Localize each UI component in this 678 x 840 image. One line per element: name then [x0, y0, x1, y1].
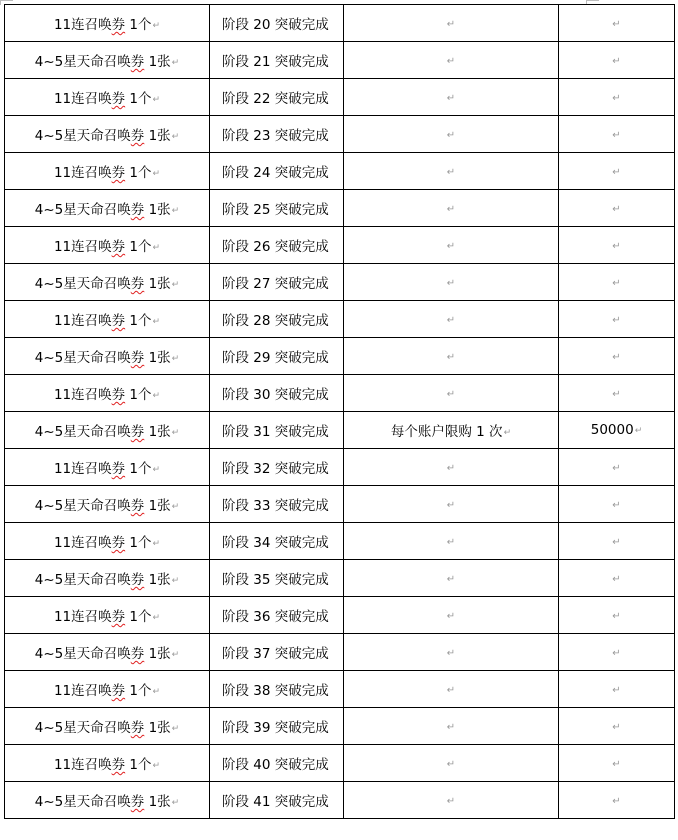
reward-text: 4~5星天命召唤券 1张 — [34, 646, 171, 662]
paragraph-mark-icon: ↵ — [446, 204, 456, 215]
stage-text: 阶段 38 突破完成 — [222, 683, 329, 699]
reward-text: 4~5星天命召唤券 1张 — [34, 572, 171, 588]
stage-cell[interactable] — [210, 338, 344, 375]
stage-text: 阶段 28 突破完成 — [222, 313, 329, 329]
purchase-limit-cell[interactable] — [344, 634, 559, 671]
reward-cell[interactable] — [5, 782, 210, 819]
spellcheck-underline: 券 — [130, 202, 145, 218]
stage-text: 阶段 32 突破完成 — [222, 461, 329, 477]
price-cell[interactable] — [559, 449, 675, 486]
stage-text: 阶段 36 突破完成 — [222, 609, 329, 625]
paragraph-mark-icon: ↵ — [152, 169, 161, 179]
paragraph-mark-icon: ↵ — [634, 426, 643, 436]
price-cell[interactable] — [559, 634, 675, 671]
reward-text: 11连召唤券 1个 — [53, 165, 152, 181]
table-row — [5, 5, 675, 42]
price-cell[interactable] — [559, 116, 675, 153]
paragraph-mark-icon: ↵ — [446, 796, 456, 807]
paragraph-mark-icon: ↵ — [446, 722, 456, 733]
paragraph-mark-icon: ↵ — [152, 465, 161, 475]
stage-cell[interactable] — [210, 227, 344, 264]
table-row — [5, 412, 675, 449]
spellcheck-underline: 券 — [130, 572, 145, 588]
stage-text: 阶段 30 突破完成 — [222, 387, 329, 403]
reward-cell[interactable] — [5, 412, 210, 449]
spellcheck-underline: 券 — [111, 313, 126, 329]
reward-text: 4~5星天命召唤券 1张 — [34, 128, 171, 144]
spellcheck-underline: 券 — [111, 757, 126, 773]
table-row — [5, 634, 675, 671]
reward-cell[interactable] — [5, 708, 210, 745]
reward-cell[interactable] — [5, 153, 210, 190]
reward-text: 11连召唤券 1个 — [53, 239, 152, 255]
paragraph-mark-icon: ↵ — [446, 352, 456, 363]
price-cell[interactable] — [559, 412, 675, 449]
stage-cell[interactable] — [210, 412, 344, 449]
stage-cell[interactable] — [210, 449, 344, 486]
price-cell[interactable] — [559, 79, 675, 116]
reward-text: 4~5星天命召唤券 1张 — [34, 54, 171, 70]
reward-cell[interactable] — [5, 116, 210, 153]
paragraph-mark-icon: ↵ — [612, 19, 621, 30]
paragraph-mark-icon: ↵ — [612, 796, 621, 807]
paragraph-mark-icon: ↵ — [446, 241, 456, 252]
stage-cell[interactable] — [210, 5, 344, 42]
spellcheck-underline: 券 — [130, 498, 145, 514]
price-cell[interactable] — [559, 338, 675, 375]
purchase-limit-cell[interactable] — [344, 486, 559, 523]
purchase-limit-cell[interactable] — [344, 79, 559, 116]
reward-text: 4~5星天命召唤券 1张 — [34, 794, 171, 810]
table-row — [5, 42, 675, 79]
purchase-limit-cell[interactable] — [344, 671, 559, 708]
price-cell[interactable] — [559, 301, 675, 338]
reward-cell[interactable] — [5, 671, 210, 708]
paragraph-mark-icon: ↵ — [612, 537, 621, 548]
purchase-limit-cell[interactable] — [344, 745, 559, 782]
purchase-limit-cell[interactable] — [344, 597, 559, 634]
spellcheck-underline: 券 — [111, 387, 126, 403]
paragraph-mark-icon: ↵ — [446, 389, 456, 400]
stage-text: 阶段 21 突破完成 — [222, 54, 329, 70]
stage-cell[interactable] — [210, 375, 344, 412]
table-row — [5, 79, 675, 116]
paragraph-mark-icon: ↵ — [446, 463, 456, 474]
price-cell[interactable] — [559, 264, 675, 301]
reward-cell[interactable] — [5, 375, 210, 412]
table-row — [5, 708, 675, 745]
table-row — [5, 782, 675, 819]
stage-text: 阶段 27 突破完成 — [222, 276, 329, 292]
paragraph-mark-icon: ↵ — [171, 354, 180, 364]
paragraph-mark-icon: ↵ — [446, 759, 456, 770]
paragraph-mark-icon: ↵ — [171, 798, 180, 808]
stage-text: 阶段 39 突破完成 — [222, 720, 329, 736]
spellcheck-underline: 券 — [130, 794, 145, 810]
paragraph-mark-icon: ↵ — [152, 613, 161, 623]
spellcheck-underline: 券 — [111, 17, 126, 33]
stage-text: 阶段 33 突破完成 — [222, 498, 329, 514]
reward-cell[interactable] — [5, 227, 210, 264]
paragraph-mark-icon: ↵ — [171, 58, 180, 68]
paragraph-mark-icon: ↵ — [171, 280, 180, 290]
stage-cell[interactable] — [210, 782, 344, 819]
price-cell[interactable] — [559, 190, 675, 227]
stage-cell[interactable] — [210, 597, 344, 634]
purchase-limit-cell[interactable] — [344, 412, 559, 449]
price-cell[interactable] — [559, 745, 675, 782]
price-cell[interactable] — [559, 560, 675, 597]
reward-text: 11连召唤券 1个 — [53, 683, 152, 699]
purchase-limit-cell[interactable] — [344, 782, 559, 819]
reward-text: 11连召唤券 1个 — [53, 387, 152, 403]
reward-table-body — [5, 5, 675, 819]
stage-text: 阶段 20 突破完成 — [222, 17, 329, 33]
purchase-limit-cell[interactable] — [344, 708, 559, 745]
paragraph-mark-icon: ↵ — [612, 204, 621, 215]
spellcheck-underline: 券 — [130, 646, 145, 662]
price-text: 50000 — [590, 422, 634, 438]
price-cell[interactable] — [559, 708, 675, 745]
spellcheck-underline: 券 — [111, 461, 126, 477]
paragraph-mark-icon: ↵ — [446, 56, 456, 67]
spellcheck-underline: 券 — [130, 350, 145, 366]
paragraph-mark-icon: ↵ — [612, 352, 621, 363]
stage-text: 阶段 37 突破完成 — [222, 646, 329, 662]
paragraph-mark-icon: ↵ — [446, 611, 456, 622]
purchase-limit-cell[interactable] — [344, 449, 559, 486]
stage-text: 阶段 35 突破完成 — [222, 572, 329, 588]
reward-cell[interactable] — [5, 190, 210, 227]
reward-text: 4~5星天命召唤券 1张 — [34, 350, 171, 366]
paragraph-mark-icon: ↵ — [612, 463, 621, 474]
stage-cell[interactable] — [210, 190, 344, 227]
paragraph-mark-icon: ↵ — [612, 56, 621, 67]
stage-text: 阶段 22 突破完成 — [222, 91, 329, 107]
reward-cell[interactable] — [5, 486, 210, 523]
stage-cell[interactable] — [210, 634, 344, 671]
purchase-limit-cell[interactable] — [344, 264, 559, 301]
stage-text: 阶段 41 突破完成 — [222, 794, 329, 810]
stage-text: 阶段 25 突破完成 — [222, 202, 329, 218]
reward-cell[interactable] — [5, 449, 210, 486]
table-row — [5, 375, 675, 412]
table-row — [5, 264, 675, 301]
paragraph-mark-icon: ↵ — [612, 611, 621, 622]
reward-text: 11连召唤券 1个 — [53, 17, 152, 33]
paragraph-mark-icon: ↵ — [503, 428, 512, 438]
purchase-limit-cell[interactable] — [344, 42, 559, 79]
paragraph-mark-icon: ↵ — [446, 500, 456, 511]
purchase-limit-cell[interactable] — [344, 338, 559, 375]
paragraph-mark-icon: ↵ — [612, 759, 621, 770]
paragraph-mark-icon: ↵ — [171, 724, 180, 734]
table-row — [5, 190, 675, 227]
paragraph-mark-icon: ↵ — [152, 761, 161, 771]
spellcheck-underline: 券 — [111, 165, 126, 181]
spellcheck-underline: 券 — [111, 609, 126, 625]
paragraph-mark-icon: ↵ — [612, 167, 621, 178]
paragraph-mark-icon: ↵ — [446, 167, 456, 178]
paragraph-mark-icon: ↵ — [152, 95, 161, 105]
paragraph-mark-icon: ↵ — [446, 685, 456, 696]
paragraph-mark-icon: ↵ — [612, 685, 621, 696]
paragraph-mark-icon: ↵ — [612, 722, 621, 733]
reward-cell[interactable] — [5, 42, 210, 79]
table-row — [5, 116, 675, 153]
reward-cell[interactable] — [5, 5, 210, 42]
reward-cell[interactable] — [5, 338, 210, 375]
table-row — [5, 523, 675, 560]
reward-text: 11连召唤券 1个 — [53, 609, 152, 625]
paragraph-mark-icon: ↵ — [612, 574, 621, 585]
paragraph-mark-icon: ↵ — [152, 243, 161, 253]
purchase-limit-cell[interactable] — [344, 5, 559, 42]
paragraph-mark-icon: ↵ — [152, 21, 161, 31]
stage-text: 阶段 26 突破完成 — [222, 239, 329, 255]
table-row — [5, 449, 675, 486]
price-cell[interactable] — [559, 671, 675, 708]
table-row — [5, 560, 675, 597]
purchase-limit-cell[interactable] — [344, 560, 559, 597]
paragraph-mark-icon: ↵ — [612, 648, 621, 659]
table-row — [5, 597, 675, 634]
paragraph-mark-icon: ↵ — [612, 500, 621, 511]
purchase-limit-cell[interactable] — [344, 153, 559, 190]
reward-cell[interactable] — [5, 79, 210, 116]
price-cell[interactable] — [559, 597, 675, 634]
purchase-limit-text: 每个账户限购 1 次 — [390, 424, 503, 440]
paragraph-mark-icon: ↵ — [446, 537, 456, 548]
reward-cell[interactable] — [5, 745, 210, 782]
stage-cell[interactable] — [210, 671, 344, 708]
table-row — [5, 671, 675, 708]
stage-cell[interactable] — [210, 523, 344, 560]
paragraph-mark-icon: ↵ — [446, 93, 456, 104]
reward-cell[interactable] — [5, 634, 210, 671]
paragraph-mark-icon: ↵ — [446, 648, 456, 659]
spellcheck-underline: 券 — [111, 683, 126, 699]
reward-cell[interactable] — [5, 597, 210, 634]
reward-text: 11连召唤券 1个 — [53, 313, 152, 329]
paragraph-mark-icon: ↵ — [612, 93, 621, 104]
table-row — [5, 745, 675, 782]
price-cell[interactable] — [559, 782, 675, 819]
paragraph-mark-icon: ↵ — [612, 130, 621, 141]
price-cell[interactable] — [559, 227, 675, 264]
stage-cell[interactable] — [210, 745, 344, 782]
spellcheck-underline: 券 — [130, 128, 145, 144]
stage-cell[interactable] — [210, 264, 344, 301]
purchase-limit-cell[interactable] — [344, 375, 559, 412]
paragraph-mark-icon: ↵ — [152, 539, 161, 549]
paragraph-mark-icon: ↵ — [171, 428, 180, 438]
price-cell[interactable] — [559, 42, 675, 79]
paragraph-mark-icon: ↵ — [612, 315, 621, 326]
reward-text: 11连召唤券 1个 — [53, 535, 152, 551]
stage-text: 阶段 40 突破完成 — [222, 757, 329, 773]
paragraph-mark-icon: ↵ — [446, 130, 456, 141]
paragraph-mark-icon: ↵ — [446, 278, 456, 289]
price-cell[interactable] — [559, 153, 675, 190]
paragraph-mark-icon: ↵ — [171, 132, 180, 142]
spellcheck-underline: 券 — [130, 276, 145, 292]
paragraph-mark-icon: ↵ — [612, 389, 621, 400]
reward-text: 11连召唤券 1个 — [53, 91, 152, 107]
reward-text: 11连召唤券 1个 — [53, 461, 152, 477]
purchase-limit-cell[interactable] — [344, 116, 559, 153]
price-cell[interactable] — [559, 523, 675, 560]
reward-cell[interactable] — [5, 264, 210, 301]
stage-cell[interactable] — [210, 560, 344, 597]
paragraph-mark-icon: ↵ — [446, 315, 456, 326]
price-cell[interactable] — [559, 5, 675, 42]
stage-cell[interactable] — [210, 116, 344, 153]
spellcheck-underline: 券 — [111, 239, 126, 255]
purchase-limit-cell[interactable] — [344, 227, 559, 264]
reward-text: 11连召唤券 1个 — [53, 757, 152, 773]
purchase-limit-cell[interactable] — [344, 190, 559, 227]
paragraph-mark-icon: ↵ — [171, 576, 180, 586]
reward-cell[interactable] — [5, 301, 210, 338]
reward-text: 4~5星天命召唤券 1张 — [34, 202, 171, 218]
reward-cell[interactable] — [5, 523, 210, 560]
reward-cell[interactable] — [5, 560, 210, 597]
stage-cell[interactable] — [210, 79, 344, 116]
reward-text: 4~5星天命召唤券 1张 — [34, 720, 171, 736]
stage-cell[interactable] — [210, 486, 344, 523]
paragraph-mark-icon: ↵ — [446, 574, 456, 585]
paragraph-mark-icon: ↵ — [152, 391, 161, 401]
table-row — [5, 301, 675, 338]
price-cell[interactable] — [559, 375, 675, 412]
paragraph-mark-icon: ↵ — [446, 19, 456, 30]
paragraph-mark-icon: ↵ — [612, 241, 621, 252]
paragraph-mark-icon: ↵ — [171, 502, 180, 512]
table-row — [5, 153, 675, 190]
table-row — [5, 338, 675, 375]
spellcheck-underline: 券 — [130, 54, 145, 70]
purchase-limit-cell[interactable] — [344, 301, 559, 338]
stage-text: 阶段 23 突破完成 — [222, 128, 329, 144]
paragraph-mark-icon: ↵ — [152, 687, 161, 697]
reward-text: 4~5星天命召唤券 1张 — [34, 276, 171, 292]
paragraph-mark-icon: ↵ — [171, 206, 180, 216]
reward-table — [4, 4, 675, 819]
stage-cell[interactable] — [210, 153, 344, 190]
spellcheck-underline: 券 — [130, 720, 145, 736]
table-row — [5, 486, 675, 523]
reward-text: 4~5星天命召唤券 1张 — [34, 424, 171, 440]
price-cell[interactable] — [559, 486, 675, 523]
spellcheck-underline: 券 — [130, 424, 145, 440]
paragraph-mark-icon: ↵ — [152, 317, 161, 327]
stage-text: 阶段 34 突破完成 — [222, 535, 329, 551]
stage-text: 阶段 31 突破完成 — [222, 424, 329, 440]
stage-cell[interactable] — [210, 42, 344, 79]
paragraph-mark-icon: ↵ — [171, 650, 180, 660]
stage-text: 阶段 29 突破完成 — [222, 350, 329, 366]
purchase-limit-cell[interactable] — [344, 523, 559, 560]
stage-cell[interactable] — [210, 301, 344, 338]
spellcheck-underline: 券 — [111, 91, 126, 107]
table-row — [5, 227, 675, 264]
stage-cell[interactable] — [210, 708, 344, 745]
spellcheck-underline: 券 — [111, 535, 126, 551]
paragraph-mark-icon: ↵ — [612, 278, 621, 289]
reward-text: 4~5星天命召唤券 1张 — [34, 498, 171, 514]
stage-text: 阶段 24 突破完成 — [222, 165, 329, 181]
